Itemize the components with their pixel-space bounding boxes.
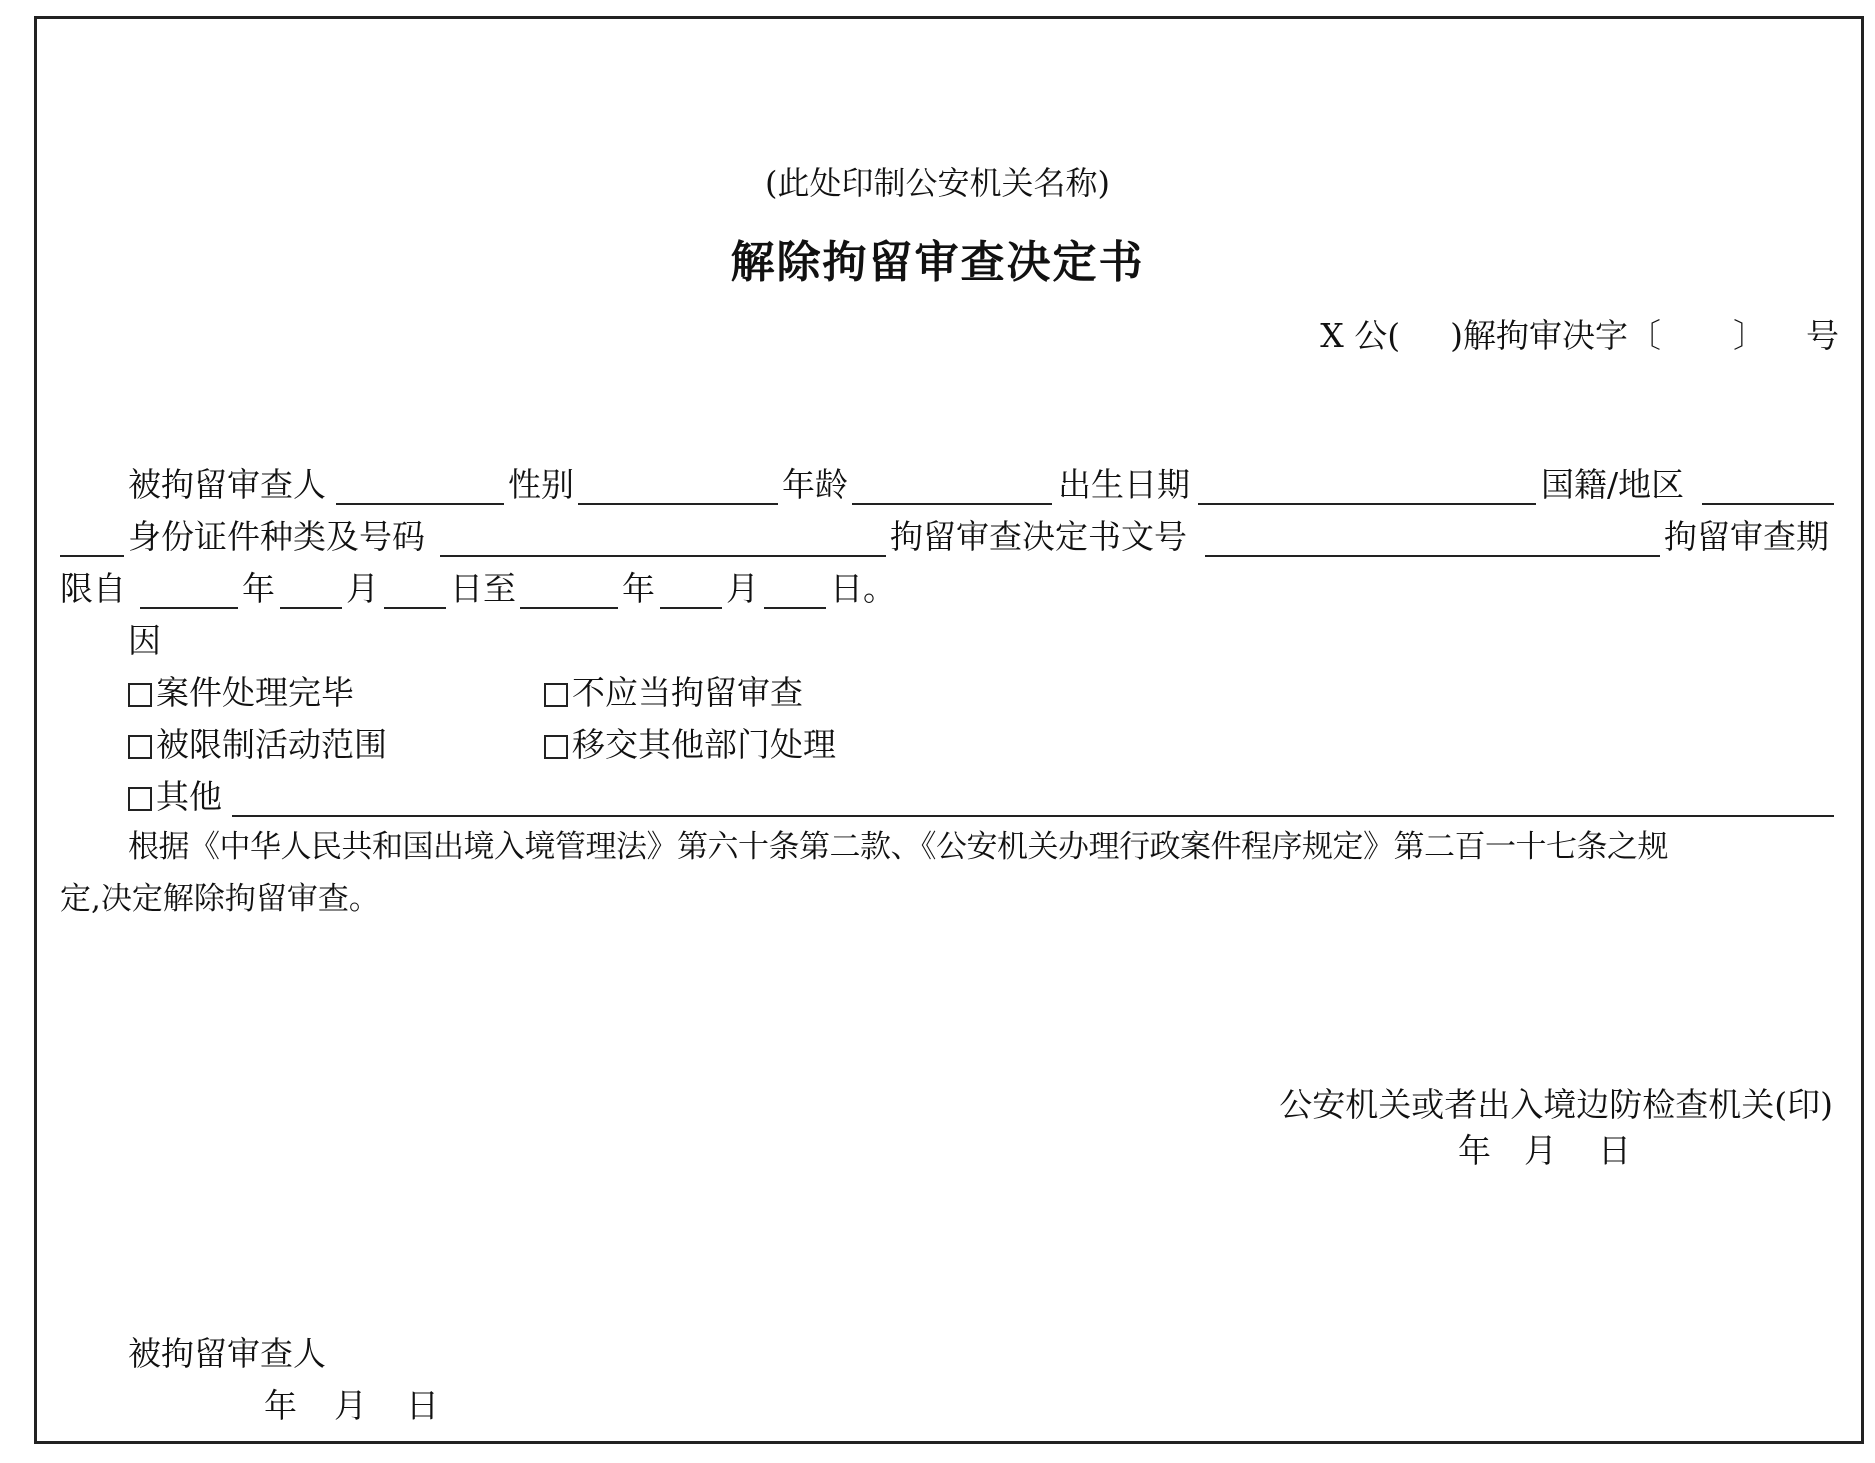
reason-label-case-closed: 案件处理完毕 [156, 673, 354, 712]
start-year-blank[interactable] [140, 607, 238, 609]
document-title: 解除拘留审查决定书 [730, 237, 1145, 288]
issue-year-label: 年 [1458, 1131, 1491, 1170]
period-label: 拘留审查期 [1664, 517, 1829, 556]
document-number [1320, 310, 1839, 357]
nationality-blank-continued[interactable] [60, 555, 124, 557]
checkbox-not-required[interactable] [544, 683, 568, 707]
issuing-authority-seal: 公安机关或者出入境边防检查机关(印) [1279, 1085, 1833, 1124]
reason-option-case-closed[interactable] [128, 673, 354, 713]
reason-option-transferred[interactable] [544, 725, 836, 765]
reason-label-restricted-area: 被限制活动范围 [156, 725, 387, 764]
checkbox-transferred[interactable] [544, 735, 568, 759]
dob-blank[interactable] [1198, 503, 1536, 505]
reason-label-transferred: 移交其他部门处理 [572, 725, 836, 764]
end-day-blank[interactable] [764, 607, 826, 609]
dob-label: 出生日期 [1058, 465, 1190, 504]
end-year-label: 年 [622, 569, 655, 608]
gender-label: 性别 [508, 465, 574, 504]
issue-month-label: 月 [1524, 1131, 1557, 1170]
age-blank[interactable] [852, 503, 1052, 505]
reason-label-not-required: 不应当拘留审查 [572, 673, 803, 712]
doc-no-close: 〕 [1733, 316, 1766, 355]
issuing-authority-placeholder: (此处印制公安机关名称) [765, 164, 1110, 202]
detainee-name-blank[interactable] [336, 503, 504, 505]
nationality-blank[interactable] [1702, 503, 1834, 505]
reason-option-restricted-area[interactable] [128, 725, 387, 765]
start-day-to-label: 日至 [450, 569, 516, 608]
start-month-label: 月 [346, 569, 379, 608]
legal-basis-line-2: 定,决定解除拘留审查。 [60, 881, 380, 917]
checkbox-other[interactable] [128, 787, 152, 811]
doc-no-prefix: X 公( [1320, 316, 1401, 355]
end-year-blank[interactable] [520, 607, 618, 609]
detainee-signature-label: 被拘留审查人 [128, 1334, 326, 1373]
start-day-blank[interactable] [384, 607, 446, 609]
detainee-label: 被拘留审查人 [128, 465, 326, 504]
start-year-label: 年 [242, 569, 275, 608]
legal-basis-line-1: 根据《中华人民共和国出境入境管理法》第六十条第二款、《公安机关办理行政案件程序规定》第二百一十七条之规 [128, 829, 1668, 865]
gender-blank[interactable] [578, 503, 778, 505]
end-month-label: 月 [726, 569, 759, 608]
start-month-blank[interactable] [280, 607, 342, 609]
end-month-blank[interactable] [660, 607, 722, 609]
reason-option-not-required[interactable] [544, 673, 803, 713]
other-reason-blank[interactable] [232, 815, 1834, 817]
reason-option-other[interactable] [128, 777, 222, 817]
decision-number-blank[interactable] [1205, 555, 1660, 557]
checkbox-case-closed[interactable] [128, 683, 152, 707]
reason-intro: 因 [128, 621, 161, 660]
checkbox-restricted-area[interactable] [128, 735, 152, 759]
age-label: 年龄 [782, 465, 848, 504]
detainee-sign-day-label: 日 [406, 1386, 439, 1425]
nationality-label: 国籍/地区 [1541, 465, 1685, 504]
end-day-label: 日。 [830, 569, 896, 608]
detainee-sign-month-label: 月 [334, 1386, 367, 1425]
id-document-label: 身份证件种类及号码 [128, 517, 425, 556]
detainee-sign-year-label: 年 [264, 1386, 297, 1425]
id-document-blank[interactable] [440, 555, 886, 557]
decision-number-label: 拘留审查决定书文号 [890, 517, 1187, 556]
issue-day-label: 日 [1598, 1131, 1631, 1170]
doc-no-mid: )解拘审决字〔 [1450, 316, 1661, 355]
reason-label-other: 其他 [156, 777, 222, 816]
period-from-label: 限自 [60, 569, 126, 608]
doc-no-suffix: 号 [1806, 316, 1839, 355]
